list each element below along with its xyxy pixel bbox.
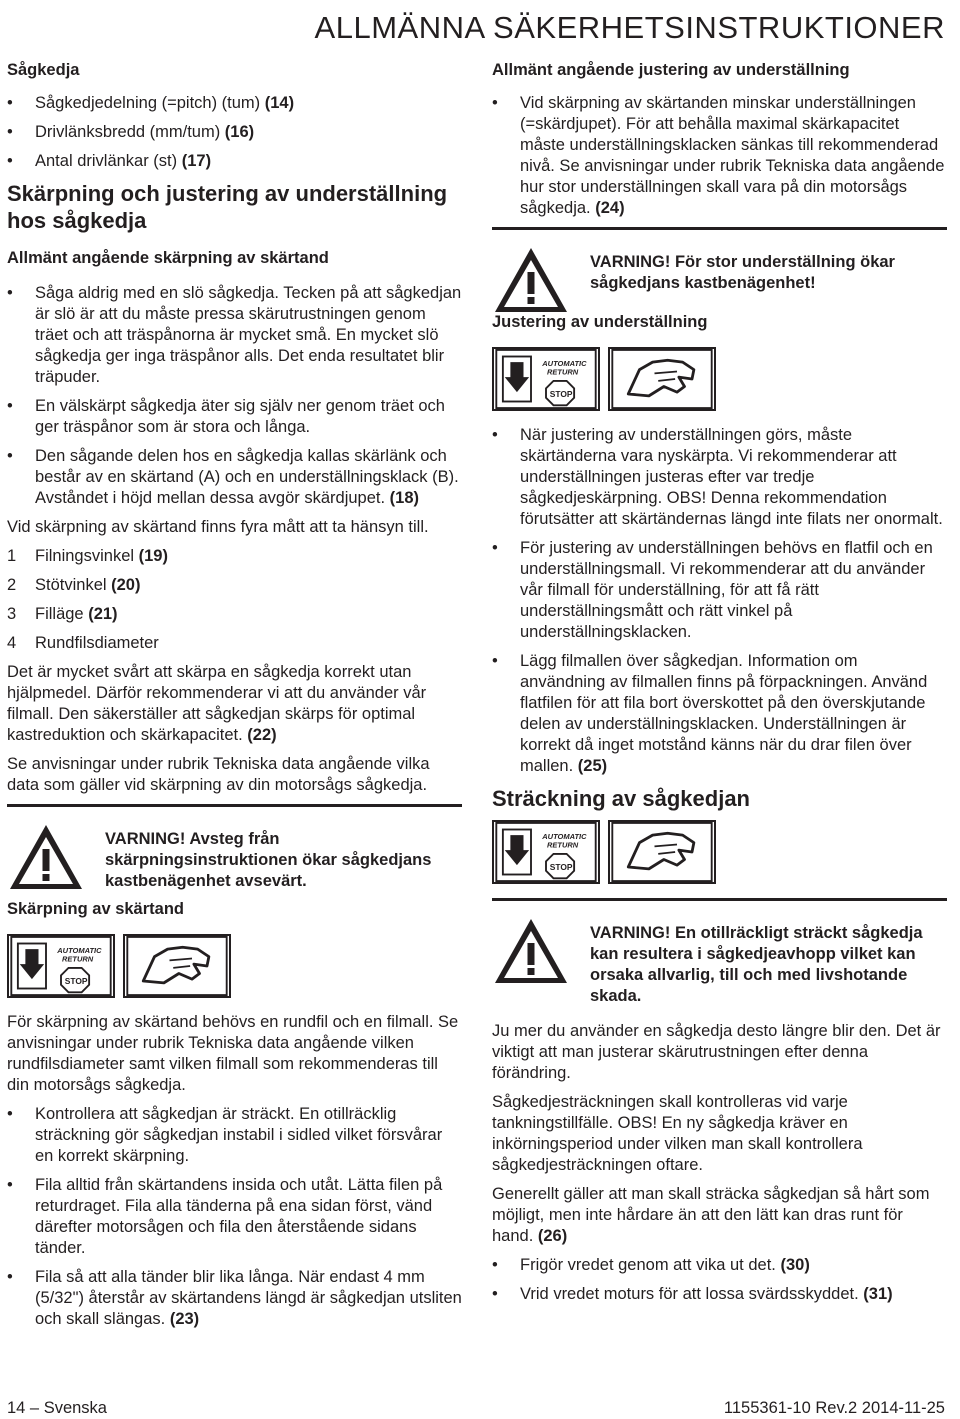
list-item: • Antal drivlänkar (st) (17) [7,151,462,172]
list-item: • När justering av underställningen görs, måste skärtänderna vara nyskärpta. Vi rekommenderar att underställningen justeras efter var tredje sågkedjeskärpning. OBS! Denna rekommendation förutsätter att skärtändernas längd inte filats ner onormalt. [492,425,947,530]
paragraph: För skärpning av skärtand behövs en rundfil och en filmall. Se anvisningar under rubrik Tekniska data angående vilken rundfilsdiameter samt vilken filmall som rekommenderas till din motorsågs sågkedja. [7,1013,459,1094]
protective-glove-icon [123,934,231,998]
list-item: • Fila alltid från skärtandens insida och utåt. Lätta filen på returdraget. Fila alla tänderna på ena sidan först, vänd därefter motorsågen och fila den återstående sidans tänder. [7,1175,462,1259]
list-item: 2 Stötvinkel (20) [7,576,141,594]
safety-icons [492,820,947,884]
paragraph: Generellt gäller att man skall sträcka sågkedjan så hårt som möjligt, men inte hårdare än att den lätt kan dras runt för hand. (26) [492,1185,930,1245]
right-column [492,60,947,1313]
warning-text: VARNING! För stor underställning ökar sågkedjans kastbenägenhet! [590,253,895,292]
list-item: • Den sågande delen hos en sågkedja kallas skärlänk och består av en skärtand (A) och en underställningsklack (B). Avståndet i höjd mellan dessa avgör skärdjupet. (18) [7,446,462,509]
list-item: • Kontrollera att sågkedjan är sträckt. En otillräcklig sträckning gör sågkedjan instabil i sidled vilket försvårar en korrekt skärpning. [7,1104,462,1167]
list-item: 3 Filläge (21) [7,605,118,623]
warning-block [492,227,947,316]
list-item: • Frigör vredet genom att vika ut det. (30) [492,1255,947,1276]
sagkedja-heading: Sågkedja [7,61,80,79]
warning-triangle-icon [7,821,85,893]
automatic-return-stop-icon [492,820,600,884]
svg-text:STOP: STOP [549,861,573,872]
list-item: • En välskärpt sågkedja äter sig själv ner genom träet och ger träspånor som är stora och långa. [7,396,462,438]
svg-text:AUTOMATIC: AUTOMATIC [542,358,587,368]
list-item: 1 Filningsvinkel (19) [7,547,168,565]
page-footer-left: 14 – Svenska [7,1399,107,1417]
list-item: • Vid skärpning av skärtanden minskar underställningen (=skärdjupet). För att behålla maximal skärkapacitet måste underställningsklacken sänkas till rekommenderad nivå. Se anvisningar under rubrik Tekniska data angående hur stor underställningen skall vara på din motorsågs sågkedja. (24) [492,93,947,219]
svg-text:RETURN: RETURN [546,840,579,850]
skartand-list [7,1104,462,1330]
protective-glove-icon [608,347,716,411]
list-item: • För justering av underställningen behövs en flatfil och en underställningsmall. Vi rekommenderar att du använder vår filmall för underställning, för att få rätt underställningsmått och rätt vinkel på underställningsklacken. [492,538,947,643]
list-item: • Drivlänksbredd (mm/tum) (16) [7,122,462,143]
left-column [7,60,462,1338]
svg-text:STOP: STOP [549,388,573,399]
svg-text:RETURN: RETURN [546,367,579,377]
justering-av-heading: Justering av underställning [492,313,708,331]
matt-intro: Vid skärpning av skärtand finns fyra mått att ta hänsyn till. [7,518,429,536]
page-title: ALLMÄNNA SÄKERHETSINSTRUKTIONER [314,10,945,45]
list-item: 4 Rundfilsdiameter [7,634,159,652]
matt-list [7,546,462,654]
svg-text:AUTOMATIC: AUTOMATIC [542,831,587,841]
strackning-list [492,1255,947,1305]
automatic-return-stop-icon [492,347,600,411]
list-item: • Lägg filmallen över sågkedjan. Information om användning av filmallen finns på förpackningen. Använd flatfilen för att fila bort överskottet på den överskjutande delen av underställningsklacken. Underställningen är korrekt då inget motstånd känns när du drar filen över mallen. (25) [492,651,947,777]
strackning-heading: Sträckning av sågkedjan [492,786,750,811]
skarpning-skartand-heading: Skärpning av skärtand [7,900,184,918]
svg-text:RETURN: RETURN [61,954,94,964]
sagkedja-list [7,93,462,172]
paragraph: Sågkedjesträckningen skall kontrolleras vid varje tankningstillfälle. OBS! En ny sågkedja kräver en inkörningsperiod under vilken man skall kontrollera sågkedjesträckningen oftare. [492,1093,863,1174]
allmant-list [7,283,462,509]
protective-glove-icon [608,820,716,884]
page-footer-right: 1155361-10 Rev.2 2014-11-25 [723,1399,945,1417]
skarpning-heading: Skärpning och justering av underställning hos sågkedja [7,181,448,233]
paragraph: Se anvisningar under rubrik Tekniska data angående vilka data som gäller vid skärpning av din motorsågs sågkedja. [7,755,430,794]
warning-triangle-icon [492,915,570,987]
justering-list [492,93,947,219]
safety-icons [492,347,947,411]
justering-heading: Allmänt angående justering av underställning [492,61,850,79]
list-item: • Sågkedjedelning (=pitch) (tum) (14) [7,93,462,114]
list-item: • Vrid vredet moturs för att lossa svärdsskyddet. (31) [492,1284,947,1305]
justering-av-list [492,425,947,777]
warning-text: VARNING! Avsteg från skärpningsinstruktionen ökar sågkedjans kastbenägenhet avsevärt. [105,830,432,890]
svg-text:STOP: STOP [64,975,88,986]
warning-text: VARNING! En otillräckligt sträckt sågkedja kan resultera i sågkedjeavhopp vilket kan orsaka allvarlig, till och med livshotande skada. [590,924,923,1005]
paragraph: Ju mer du använder en sågkedja desto längre blir den. Det är viktigt att man justerar skärutrustningen efter denna förändring. [492,1022,941,1082]
paragraph: Det är mycket svårt att skärpa en sågkedja korrekt utan hjälpmedel. Därför rekommenderar vi att du använder vår filmall. Den säkerställer att sågkedjan skärps för optimal kastreduktion och skärkapacitet. (22) [7,663,427,744]
allmant-skarpning-heading: Allmänt angående skärpning av skärtand [7,249,329,267]
warning-triangle-icon [492,244,570,316]
list-item: • Fila så att alla tänder blir lika långa. När endast 4 mm (5/32") återstår av skärtandens längd är sågkedjan utsliten och skall slängas. (23) [7,1267,462,1330]
safety-icons [7,934,462,998]
svg-text:AUTOMATIC: AUTOMATIC [57,945,102,955]
warning-block [492,898,947,1007]
warning-block [7,804,462,893]
list-item: • Såga aldrig med en slö sågkedja. Tecken på att sågkedjan är slö är att du måste pressa skärutrustningen genom träet och att träspånorna är mycket små. En mycket slö sågkedja ger inga träspånor alls. Det enda resultatet blir träpuder. [7,283,462,388]
automatic-return-stop-icon [7,934,115,998]
